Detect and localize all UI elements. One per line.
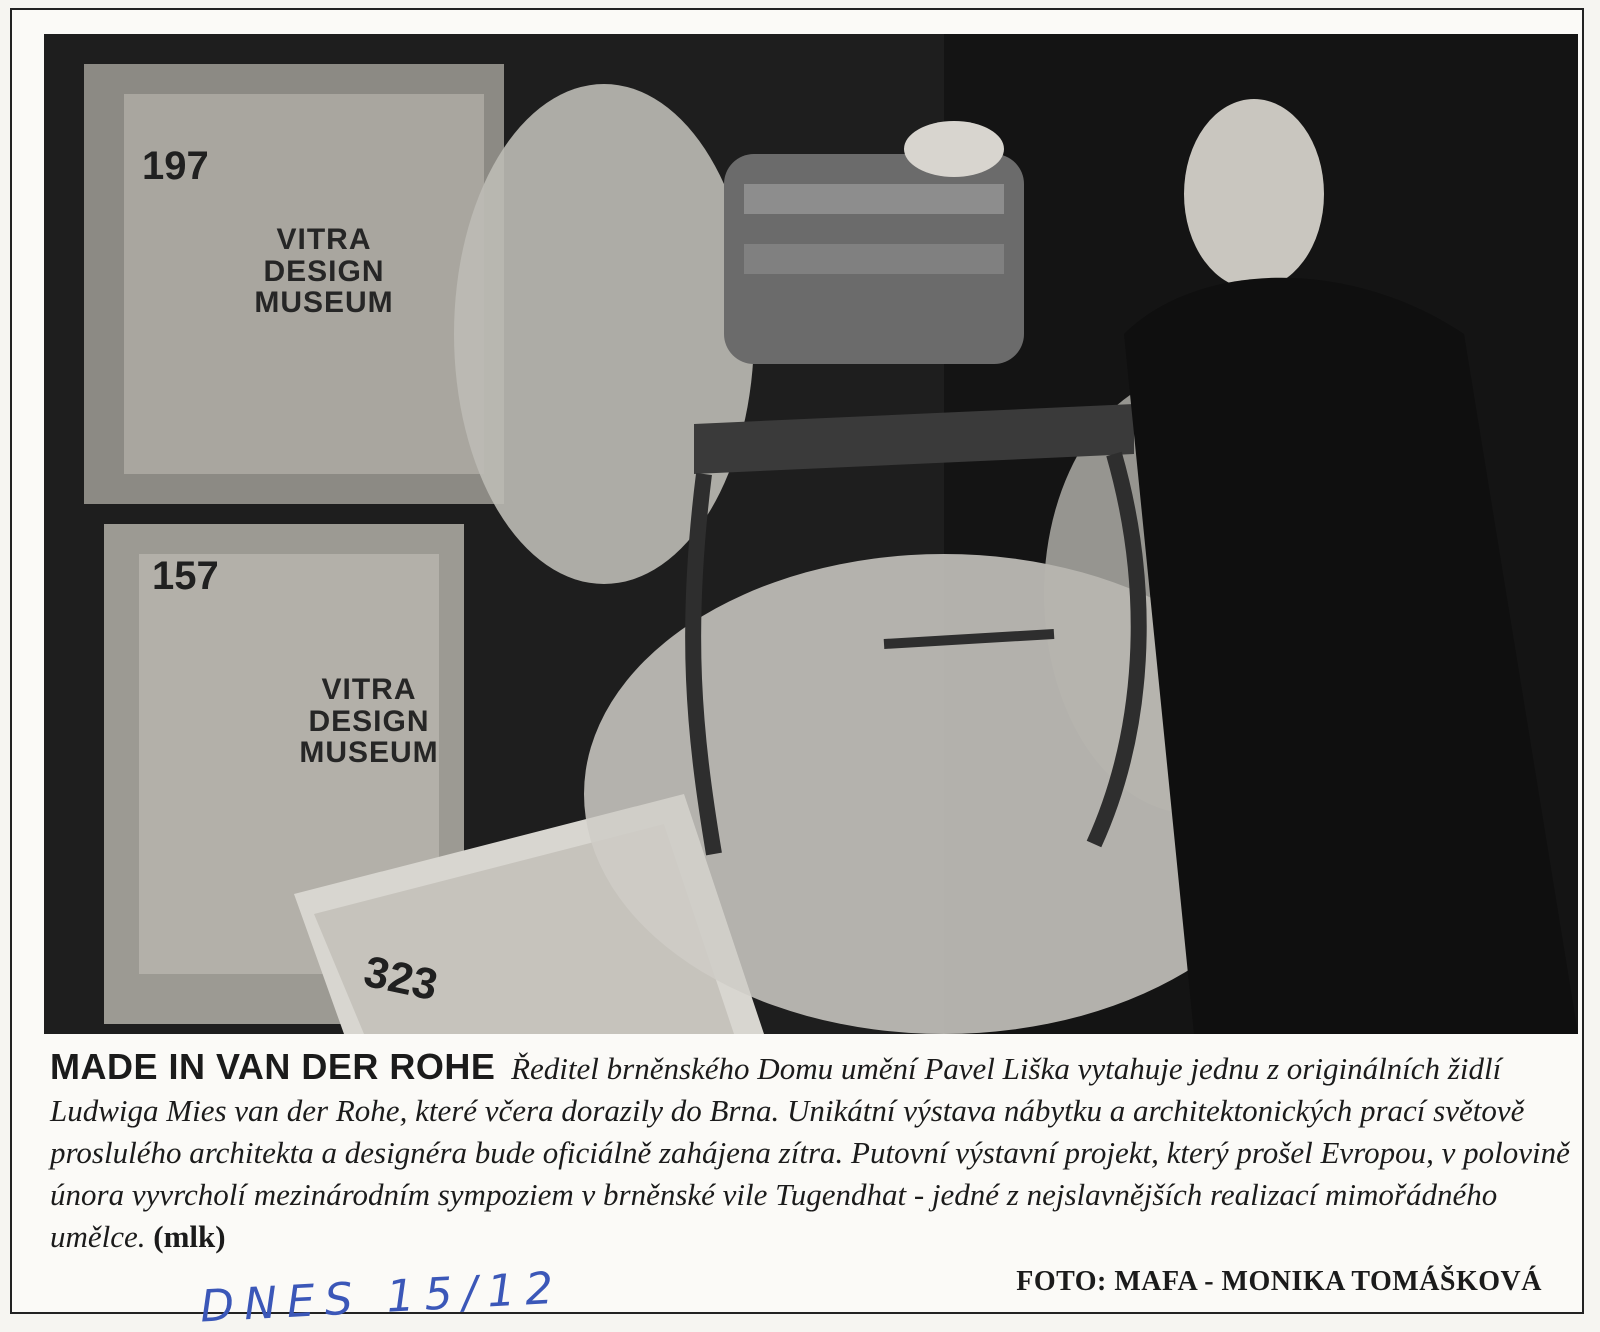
photo-illustration (44, 34, 1578, 1034)
crate-label-line: VITRA (276, 223, 372, 256)
man-head (1184, 99, 1324, 289)
newspaper-clipping (10, 8, 1584, 1332)
caption-text: Ředitel brněnského Domu umění Pavel Liška vytahuje jednu z originálních židlí Ludwiga Mies van der Rohe, které včera dorazily do Brna. Unikátní výstava nábytku a architektonických prací světově proslulého architekta a designéra bude oficiálně zahájena zítra. Putovní výstavní projekt, který prošel Evropou, v polovině února vyvrcholí mezinárodním sympoziem v brněnské vile Tugendhat - jedné z nejslavnějších realizací mimořádného umělce. (50, 1051, 1570, 1254)
caption-author: (mlk) (153, 1219, 226, 1254)
photo-caption (50, 1046, 1580, 1258)
crate-label-line: MUSEUM (299, 736, 439, 769)
crate-number-323: 323 (359, 946, 442, 1011)
handwritten-note: DNES 15/12 (198, 1262, 565, 1332)
crate-label-line: DESIGN (263, 254, 385, 288)
crate-label-line: VITRA (321, 673, 417, 706)
crate-number-157: 157 (152, 554, 219, 598)
crate-label-line: MUSEUM (254, 286, 394, 319)
crate-label-line: DESIGN (308, 704, 430, 738)
caption-headline: MADE IN VAN DER ROHE (50, 1046, 496, 1087)
crate-label-middle (294, 674, 444, 769)
news-photo (44, 34, 1578, 1034)
crate-number-197: 197 (142, 144, 209, 188)
photo-credit: FOTO: MAFA - MONIKA TOMÁŠKOVÁ (1016, 1266, 1542, 1297)
crate-label-top (244, 224, 404, 319)
hand (904, 121, 1004, 177)
